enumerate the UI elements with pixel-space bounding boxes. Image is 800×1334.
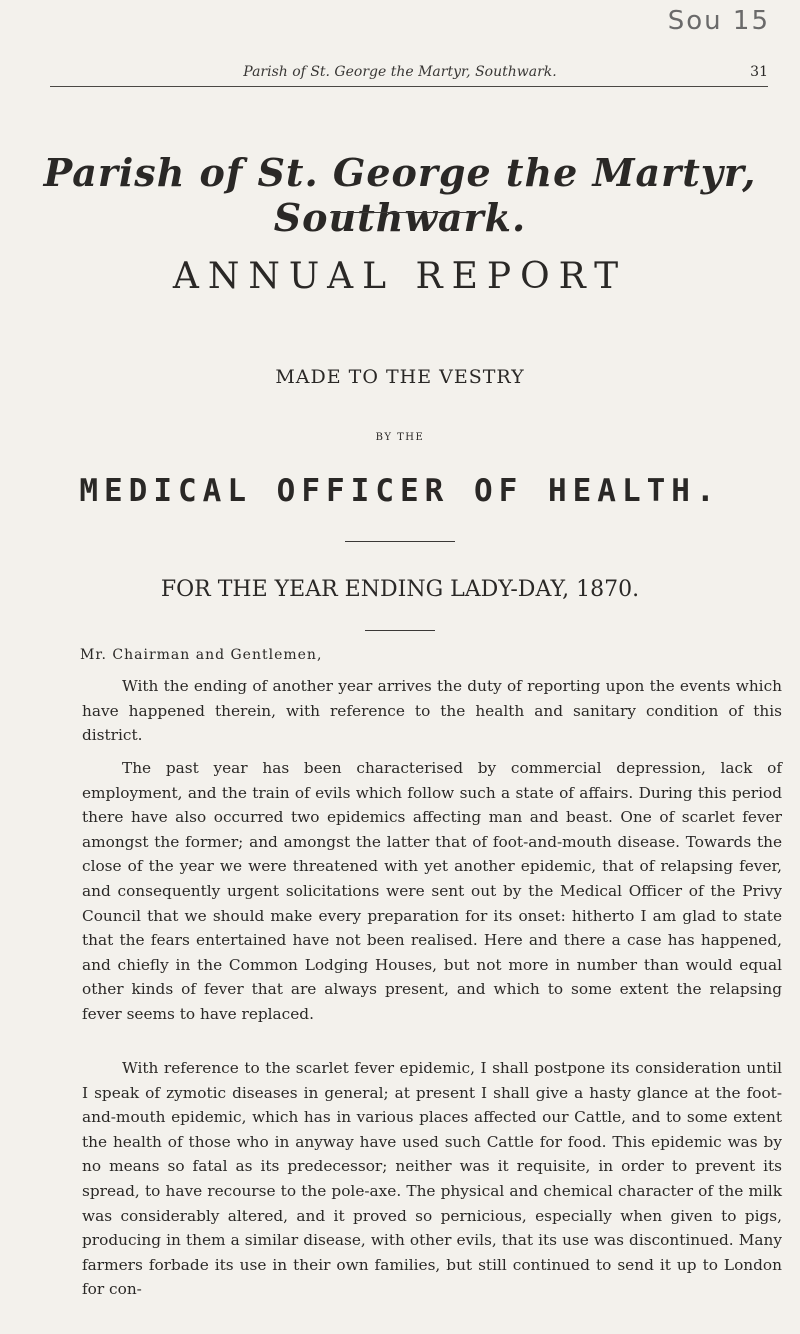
by-the-line: BY THE xyxy=(375,432,425,443)
salutation: Mr. Chairman and Gentlemen, xyxy=(80,647,323,663)
year-rule xyxy=(365,630,435,631)
title-rule xyxy=(330,212,470,213)
parish-title: Parish of St. George the Martyr, Southwark. xyxy=(43,150,757,240)
officer-title: MEDICAL OFFICER OF HEALTH. xyxy=(79,473,721,509)
header-rule xyxy=(50,86,768,87)
paragraph-1: With the ending of another year arrives the duty of reporting upon the events which have happened therein, with reference to the health and sanitary condition of this district. xyxy=(82,677,782,745)
page-number: 31 xyxy=(750,64,768,80)
paragraph-3: With reference to the scarlet fever epidemic, I shall postpone its consideration until I speak of zymotic diseases in general; at present I shall give a hasty glance at the foot-and-mouth epidemic, which has in various places affected our Cattle, and to some extent the health of those who in anyway have used such Cattle for food. This epidemic was by no means so fatal as its predecessor; neither was it requisite, in order to prevent its spread, to have recourse to the pole-axe. The physical and chemical character of the milk was considerably altered, and it proved so pernicious, especially when given to pigs, producing in them a similar disease, with other evils, that its use was discontinued. Many farmers forbade its use in their own families, but still continued to send it up to London for con- xyxy=(82,1059,782,1299)
running-head: Parish of St. George the Martyr, Southwark. xyxy=(243,64,557,80)
vestry-subtitle: MADE TO THE VESTRY xyxy=(275,366,525,388)
officer-rule xyxy=(345,541,455,542)
archive-reference-mark: Sou 15 xyxy=(667,6,770,36)
year-title: FOR THE YEAR ENDING LADY-DAY, 1870. xyxy=(160,577,640,602)
report-title: ANNUAL REPORT xyxy=(172,256,628,297)
paragraph-2: The past year has been characterised by commercial depression, lack of employment, and the train of evils which follow such a state of affairs. During this period there have also occurred two epidemics affecting man and beast. One of scarlet fever amongst the former; and amongst the latter that of foot-and-mouth disease. Towards the close of the year we were threatened with yet another epidemic, that of relapsing fever, and consequently urgent solicitations were sent out by the Medical Officer of the Privy Council that we should make every preparation for its onset: hitherto I am glad to state that the fears entertained have not been realised. Here and there a case has happened, and chiefly in the Common Lodging Houses, but not more in number than would equal other kinds of fever that are always present, and which to some extent the relapsing fever seems to have replaced. xyxy=(82,759,782,1023)
